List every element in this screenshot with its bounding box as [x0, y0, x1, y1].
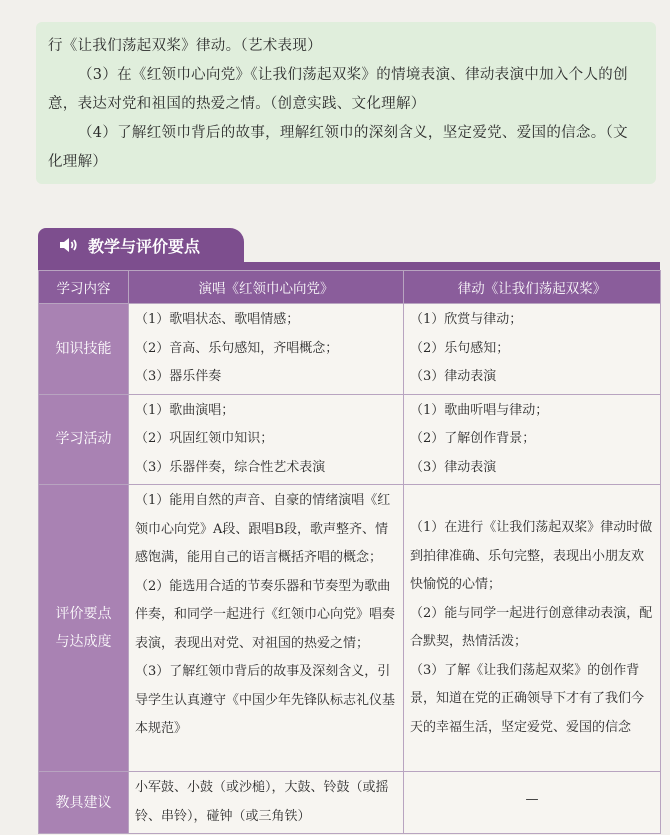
- cell-line: （1）歌曲演唱；: [135, 402, 235, 418]
- cell-line: （3）了解《让我们荡起双桨》的创作背景，知道在党的正确领导下才有了我们今天的幸福生活，坚定爱党、爱国的信念: [410, 662, 645, 735]
- table-header-row: [39, 271, 661, 304]
- evaluation-table: [38, 270, 661, 834]
- cell-line: （3）器乐伴奏: [135, 369, 222, 384]
- cell-line: 小军鼓、小鼓（或沙槌），大鼓、铃鼓（或摇铃、串铃），碰钟（或三角铁）: [135, 780, 389, 824]
- heading-bar: [38, 262, 660, 270]
- row-label: 学习活动: [39, 394, 129, 485]
- cell-line: （3）乐器伴奏，综合性艺术表演: [135, 459, 326, 475]
- cell-line: （3）律动表演: [410, 369, 497, 384]
- table-row: [39, 394, 661, 485]
- row-label: 知识技能: [39, 304, 129, 395]
- objectives-box: [36, 22, 656, 184]
- row-label: 教具建议: [39, 772, 129, 834]
- objective-item-4: （4）了解红领巾背后的故事，理解红领巾的深刻含义，坚定爱党、爱国的信念。（文化理解）: [48, 125, 628, 170]
- empty-dash: —: [525, 792, 539, 807]
- objective-item-3: （3）在《红领巾心向党》《让我们荡起双桨》的情境表演、律动表演中加入个人的创意，表达对党和祖国的热爱之情。（创意实践、文化理解）: [48, 67, 628, 112]
- table-row: [39, 772, 661, 834]
- table-cell: [404, 485, 661, 772]
- speaker-icon: [58, 236, 80, 254]
- section-heading: [38, 228, 244, 262]
- table-row: [39, 304, 661, 395]
- cell-line: （2）能与同学一起进行创意律动表演，配合默契，热情活泼；: [410, 605, 653, 649]
- row-label: [39, 485, 129, 772]
- cell-line: （2）能选用合适的节奏乐器和节奏型为歌曲伴奏，和同学一起进行《红领巾心向党》唱奏表演，表现出对党、对祖国的热爱之情；: [135, 578, 396, 651]
- table-cell: [129, 394, 404, 485]
- cell-line: （1）歌唱状态、歌唱情感；: [135, 312, 300, 327]
- table-cell: [129, 772, 404, 834]
- cell-line: （1）歌曲听唱与律动；: [410, 402, 549, 418]
- table-cell: [404, 394, 661, 485]
- section-title: 教学与评价要点: [88, 236, 201, 256]
- table-row: [39, 485, 661, 772]
- cell-line: （1）在进行《让我们荡起双桨》律动时做到拍律准确、乐句完整，表现出小朋友欢快愉悦的心情；: [410, 520, 653, 592]
- cell-line: （1）欣赏与律动；: [410, 312, 523, 327]
- table-cell: [404, 772, 661, 834]
- cell-line: （2）巩固红领巾知识；: [135, 431, 274, 446]
- row-label-line: 与达成度: [55, 634, 112, 650]
- table-cell: [129, 304, 404, 395]
- cell-line: （2）乐句感知；: [410, 340, 510, 356]
- cell-line: （1）能用自然的声音、自豪的情绪演唱《红领巾心向党》A段、跟唱B段，歌声整齐、情感饱满，能用自己的语言概括齐唱的概念；: [135, 493, 391, 565]
- objective-continuation: 行《让我们荡起双桨》律动。（艺术表现）: [48, 38, 322, 54]
- cell-line: （2）了解创作背景；: [410, 431, 536, 446]
- header-learning-content: 学习内容: [39, 271, 129, 304]
- header-singing: 演唱《红领巾心向党》: [129, 271, 404, 304]
- table-cell: [404, 304, 661, 395]
- cell-line: （2）音高、乐句感知，齐唱概念；: [135, 340, 339, 356]
- cell-line: （3）律动表演: [410, 459, 497, 475]
- table-cell: [129, 485, 404, 772]
- row-label-line: 评价要点: [55, 606, 112, 622]
- header-rhythm: 律动《让我们荡起双桨》: [404, 271, 661, 304]
- cell-line: （3）了解红领巾背后的故事及深刻含义，引导学生认真遵守《中国少年先锋队标志礼仪基本规范》: [135, 664, 396, 736]
